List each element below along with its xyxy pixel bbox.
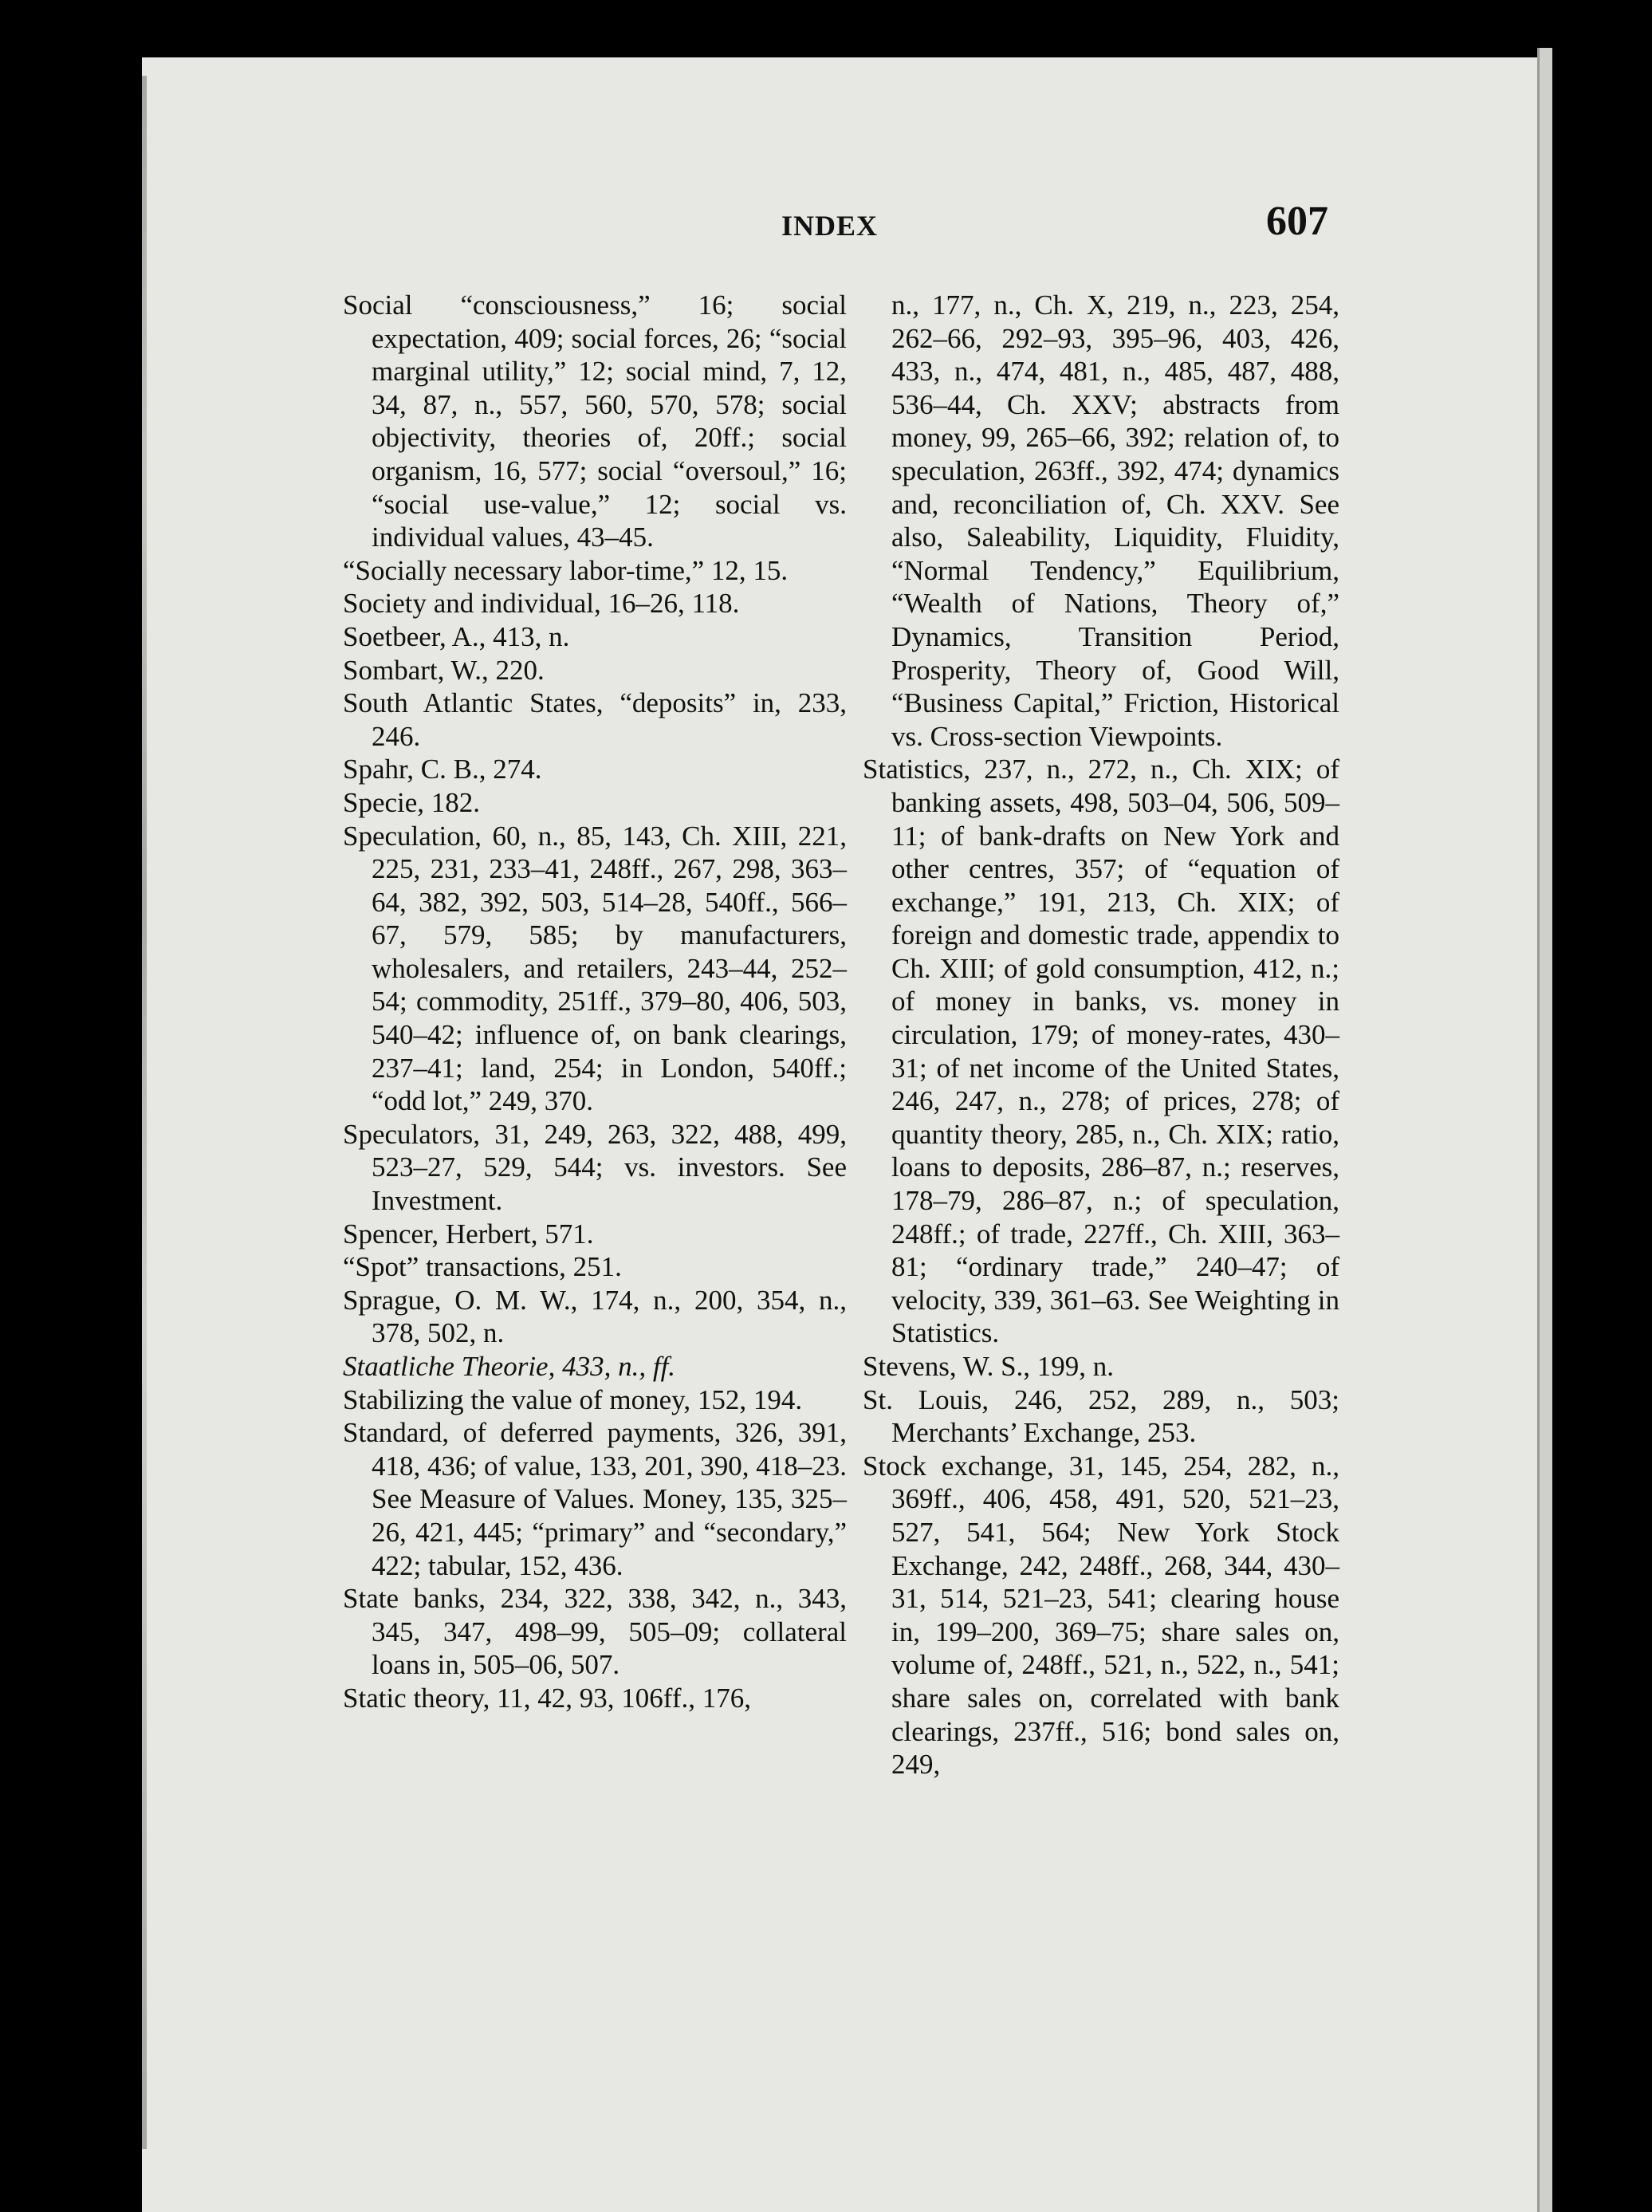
index-entry: Stock exchange, 31, 145, 254, 282, n., 369ff., 406, 458, 491, 520, 521–23, 527, 541, 564; New York Stock Exchange, 242, 248ff., 268, 344, 430–31, 514, 521–23, 541; clearing house in, 199–200, 369–75; share sales on, volume of, 248ff., 521, n., 522, n., 541; share sales on, correlated with bank clearings, 237ff., 516; bond sales on, 249,	[863, 1450, 1339, 1781]
index-entry: Specie, 182.	[343, 786, 481, 818]
index-entry: Sprague, O. M. W., 174, n., 200, 354, n., 378, 502, n.	[343, 1284, 847, 1349]
index-entry: Stevens, W. S., 199, n.	[863, 1351, 1115, 1382]
index-entry: Spahr, C. B., 274.	[343, 754, 542, 785]
page-edge	[1537, 48, 1552, 2212]
index-entry: State banks, 234, 322, 338, 342, n., 343, 345, 347, 498–99, 505–09; collateral loans in, 505–06, 507.	[343, 1583, 847, 1681]
index-column-right	[863, 289, 1339, 1781]
index-entry: “Socially necessary labor-time,” 12, 15.	[343, 554, 789, 586]
index-entry: Staatliche Theorie, 433, n., ff.	[343, 1351, 676, 1382]
index-entry: Static theory, 11, 42, 93, 106ff., 176,	[343, 1682, 751, 1714]
index-entry: Social “consciousness,” 16; social expectation, 409; social forces, 26; “social marginal utility,” 12; social mind, 7, 12, 34, 87, n., 557, 560, 570, 578; social objectivity, theories of, 20ff.; social organism, 16, 577; social “oversoul,” 16; “social use-value,” 12; social vs. individual values, 43–45.	[343, 289, 847, 553]
index-entry: Speculation, 60, n., 85, 143, Ch. XIII, 221, 225, 231, 233–41, 248ff., 267, 298, 363–64, 382, 392, 503, 514–28, 540ff., 566–67, 579, 585; by manufacturers, wholesalers, and retailers, 243–44, 252–54; commodity, 251ff., 379–80, 406, 503, 540–42; influence of, on bank clearings, 237–41; land, 254; in London, 540ff.; “odd lot,” 249, 370.	[343, 820, 847, 1117]
running-head: INDEX	[781, 210, 879, 242]
index-entry: Spencer, Herbert, 571.	[343, 1218, 594, 1250]
index-entry-continued: n., 177, n., Ch. X, 219, n., 223, 254, 262–66, 292–93, 395–96, 403, 426, 433, n., 474, 481, n., 485, 487, 488, 536–44, Ch. XXV; abstracts from money, 99, 265–66, 392; relation of, to speculation, 263ff., 392, 474; dynamics and, reconciliation of, Ch. XXV. See also, Saleability, Liquidity, Fluidity, “Normal Tendency,” Equilibrium, “Wealth of Nations, Theory of,” Dynamics, Transition Period, Prosperity, Theory of, Good Will, “Business Capital,” Friction, Historical vs. Cross-section Viewpoints.	[891, 289, 1339, 752]
index-entry: Soetbeer, A., 413, n.	[343, 620, 570, 652]
index-entry: Statistics, 237, n., 272, n., Ch. XIX; of banking assets, 498, 503–04, 506, 509–11; of bank-drafts on New York and other centres, 357; of “equation of exchange,” 191, 213, Ch. XIX; of foreign and domestic trade, appendix to Ch. XIII; of gold consumption, 412, n.; of money in banks, vs. money in circulation, 179; of money-rates, 430–31; of net income of the United States, 246, 247, n., 278; of prices, 278; of quantity theory, 285, n., Ch. XIX; ratio, loans to deposits, 286–87, n.; reserves, 178–79, 286–87, n.; of speculation, 248ff.; of trade, 227ff., Ch. XIII, 363–81; “ordinary trade,” 240–47; of velocity, 339, 361–63. See Weighting in Statistics.	[863, 754, 1339, 1349]
index-entry: Sombart, W., 220.	[343, 654, 545, 686]
index-entry: St. Louis, 246, 252, 289, n., 503; Merchants’ Exchange, 253.	[863, 1383, 1339, 1449]
index-entry: Speculators, 31, 249, 263, 322, 488, 499, 523–27, 529, 544; vs. investors. See Investment.	[343, 1118, 847, 1217]
index-entry: Stabilizing the value of money, 152, 194.	[343, 1383, 803, 1415]
index-column-left	[343, 289, 847, 1715]
binding-edge	[142, 76, 147, 2149]
index-entry: Society and individual, 16–26, 118.	[343, 588, 740, 620]
index-entry: “Spot” transactions, 251.	[343, 1251, 622, 1283]
page-number: 607	[1266, 199, 1328, 244]
index-entry: South Atlantic States, “deposits” in, 233, 246.	[343, 687, 847, 752]
index-entry: Standard, of deferred payments, 326, 391, 418, 436; of value, 133, 201, 390, 418–23. See Measure of Values. Money, 135, 325–26, 421, 445; “primary” and “secondary,” 422; tabular, 152, 436.	[343, 1417, 847, 1581]
